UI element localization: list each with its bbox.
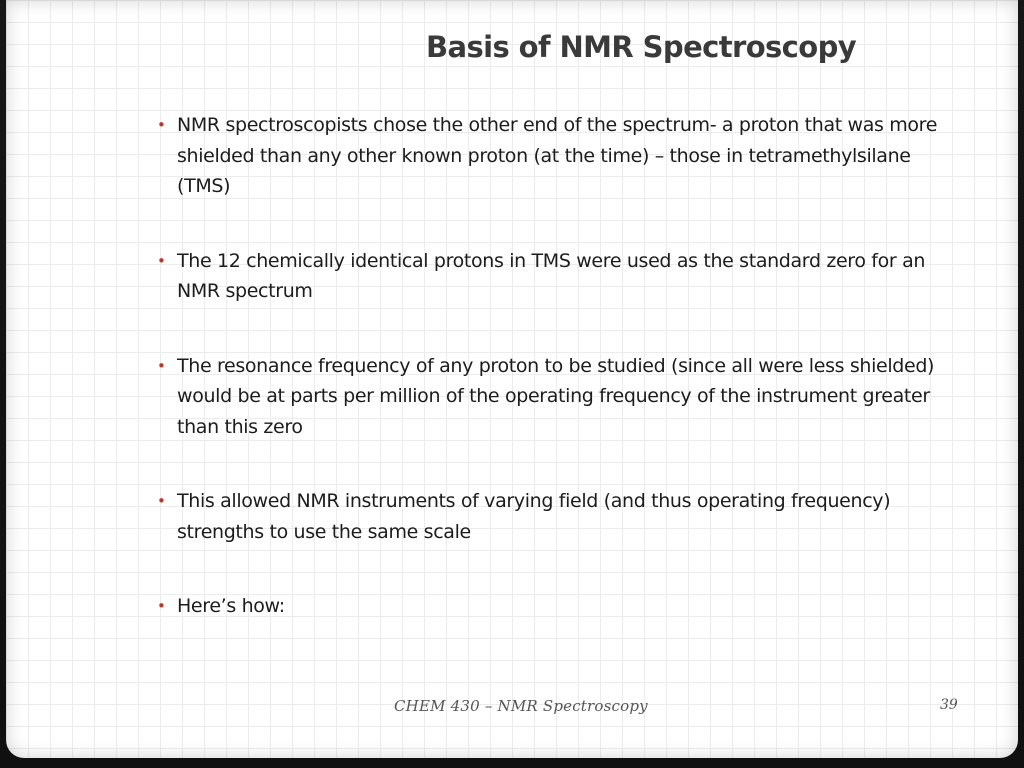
bullet-item <box>156 351 956 443</box>
bullet-list <box>156 110 956 666</box>
bullet-item <box>156 110 956 202</box>
bullet-item <box>156 486 956 547</box>
bullet-text: This allowed NMR instruments of varying field (and thus operating frequency) strengths to use the same scale <box>177 490 891 543</box>
bullet-text: Here’s how: <box>177 595 285 617</box>
bullet-marker: • <box>157 492 166 510</box>
bullet-marker: • <box>157 356 166 375</box>
slide <box>6 0 1018 758</box>
bullet-text: NMR spectroscopists chose the other end of the spectrum- a proton that was more shielded than any other known proton (at the time) – those in tetramethylsilane (TMS) <box>177 114 938 197</box>
bullet-marker: • <box>157 116 166 134</box>
bullet-item <box>156 246 956 307</box>
bullet-text: The 12 chemically identical protons in TMS were used as the standard zero for an NMR spectrum <box>177 249 926 302</box>
bullet-text: The resonance frequency of any proton to be studied (since all were less shielded) would be at parts per million of the operating frequency of the instrument greater than this zero <box>177 354 935 438</box>
bullet-item <box>156 591 956 622</box>
bullet-marker: • <box>157 597 166 615</box>
slide-footer: CHEM 430 – NMR Spectroscopy <box>394 697 648 715</box>
slide-number: 39 <box>940 697 958 713</box>
slide-title: Basis of NMR Spectroscopy <box>426 30 857 64</box>
bullet-marker: • <box>157 251 166 270</box>
